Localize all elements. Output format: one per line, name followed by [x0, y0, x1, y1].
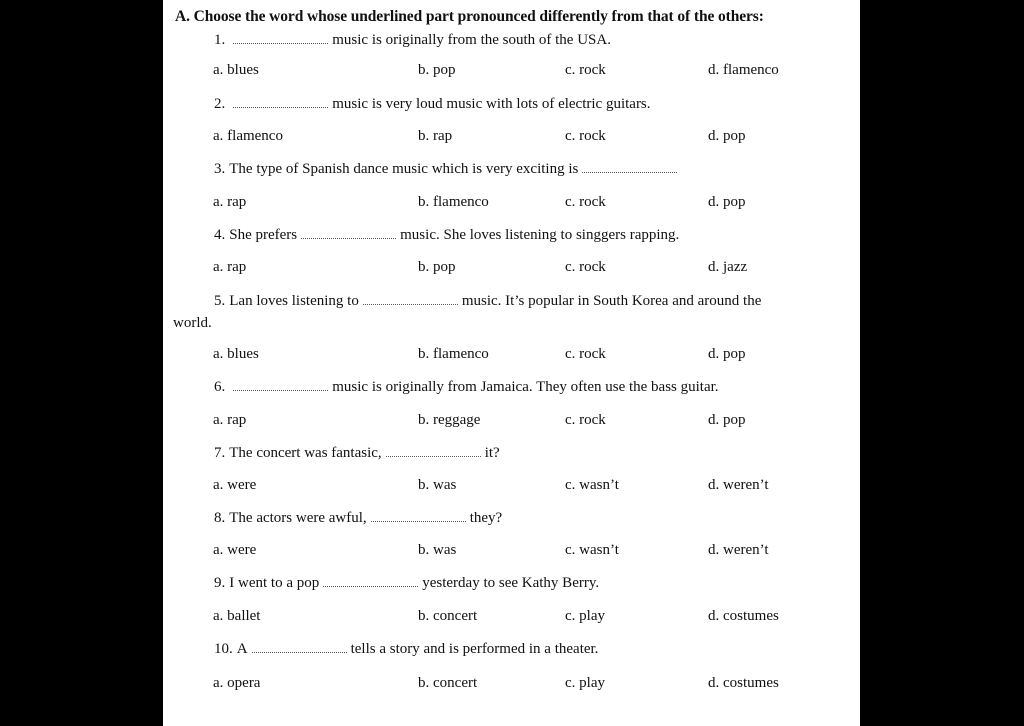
blank-line	[323, 574, 418, 587]
question-number: 9.	[214, 575, 226, 591]
option-b[interactable]: b. concert	[418, 608, 478, 624]
blank-line	[252, 640, 347, 653]
question-2	[214, 95, 651, 113]
option-c[interactable]: c. wasn’t	[565, 542, 619, 558]
question-number: 2.	[214, 96, 226, 112]
question-text-after: it?	[484, 445, 500, 461]
question-text-before: She prefers	[229, 227, 298, 243]
option-b[interactable]: b. flamenco	[418, 346, 489, 362]
option-a[interactable]: a. were	[213, 542, 257, 558]
blank-line	[233, 31, 328, 44]
question-1	[214, 31, 611, 49]
question-text-after: yesterday to see Kathy Berry.	[422, 575, 600, 591]
question-number: 7.	[214, 445, 226, 461]
question-10	[214, 640, 598, 658]
option-a[interactable]: a. flamenco	[213, 128, 283, 144]
option-b[interactable]: b. rap	[418, 128, 453, 144]
blank-line	[301, 226, 396, 239]
option-a[interactable]: a. opera	[213, 675, 261, 691]
question-number: 10.	[214, 641, 233, 657]
option-d[interactable]: d. weren’t	[708, 477, 769, 493]
option-c[interactable]: c. rock	[565, 194, 606, 210]
question-number: 6.	[214, 379, 226, 395]
option-d[interactable]: d. pop	[708, 194, 746, 210]
blank-line	[371, 509, 466, 522]
question-4	[214, 226, 679, 244]
question-number: 4.	[214, 227, 226, 243]
option-d[interactable]: d. jazz	[708, 259, 748, 275]
blank-line	[386, 444, 481, 457]
option-d[interactable]: d. weren’t	[708, 542, 769, 558]
question-text-after: music is originally from the south of the USA.	[332, 32, 611, 48]
question-text-after: they?	[469, 510, 503, 526]
question-6	[214, 378, 719, 396]
worksheet-page	[163, 0, 860, 726]
question-text-after: music is very loud music with lots of electric guitars.	[332, 96, 651, 112]
option-a[interactable]: a. rap	[213, 194, 247, 210]
option-c[interactable]: c. wasn’t	[565, 477, 619, 493]
question-text-before: A	[236, 641, 248, 657]
option-c[interactable]: c. rock	[565, 412, 606, 428]
option-d[interactable]: d. flamenco	[708, 62, 779, 78]
blank-line	[363, 292, 458, 305]
option-c[interactable]: c. rock	[565, 62, 606, 78]
option-b[interactable]: b. concert	[418, 675, 478, 691]
blank-line	[233, 95, 328, 108]
question-number: 1.	[214, 32, 226, 48]
instruction-heading: A. Choose the word whose underlined part pronounced differently from that of the others:	[175, 8, 764, 25]
question-text-after: music. It’s popular in South Korea and around the world.	[173, 293, 762, 331]
question-number: 3.	[214, 161, 226, 177]
question-text-before: The type of Spanish dance music which is very exciting is	[229, 161, 579, 177]
question-text-before: The concert was fantasic,	[229, 445, 382, 461]
option-b[interactable]: b. pop	[418, 259, 456, 275]
question-text-before: Lan loves listening to	[229, 293, 359, 309]
question-3	[214, 160, 681, 178]
option-d[interactable]: d. costumes	[708, 675, 779, 691]
question-5	[173, 290, 803, 334]
option-c[interactable]: c. play	[565, 675, 605, 691]
option-a[interactable]: a. ballet	[213, 608, 261, 624]
question-number: 5.	[214, 293, 226, 309]
question-text-before: I went to a pop	[229, 575, 320, 591]
option-c[interactable]: c. rock	[565, 259, 606, 275]
option-d[interactable]: d. costumes	[708, 608, 779, 624]
option-c[interactable]: c. play	[565, 608, 605, 624]
question-number: 8.	[214, 510, 226, 526]
option-a[interactable]: a. were	[213, 477, 257, 493]
question-9	[214, 574, 599, 592]
question-7	[214, 444, 500, 462]
option-b[interactable]: b. was	[418, 477, 457, 493]
question-text-after: music is originally from Jamaica. They often use the bass guitar.	[332, 379, 719, 395]
option-a[interactable]: a. blues	[213, 62, 259, 78]
option-b[interactable]: b. pop	[418, 62, 456, 78]
option-b[interactable]: b. reggage	[418, 412, 481, 428]
blank-line	[233, 378, 328, 391]
option-a[interactable]: a. rap	[213, 259, 247, 275]
option-b[interactable]: b. was	[418, 542, 457, 558]
question-text-before: The actors were awful,	[229, 510, 367, 526]
option-d[interactable]: d. pop	[708, 412, 746, 428]
blank-line	[582, 160, 677, 173]
option-d[interactable]: d. pop	[708, 128, 746, 144]
option-b[interactable]: b. flamenco	[418, 194, 489, 210]
question-8	[214, 509, 502, 527]
option-d[interactable]: d. pop	[708, 346, 746, 362]
option-c[interactable]: c. rock	[565, 346, 606, 362]
option-a[interactable]: a. rap	[213, 412, 247, 428]
question-text-after: music. She loves listening to singgers rapping.	[400, 227, 680, 243]
option-c[interactable]: c. rock	[565, 128, 606, 144]
question-text-after: tells a story and is performed in a theater.	[350, 641, 599, 657]
option-a[interactable]: a. blues	[213, 346, 259, 362]
